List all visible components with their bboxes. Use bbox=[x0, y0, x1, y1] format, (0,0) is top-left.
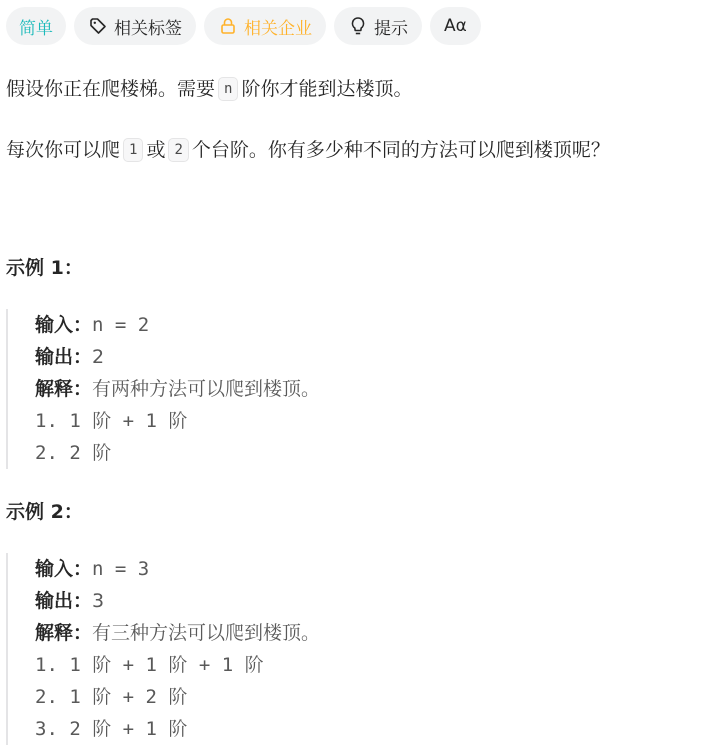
input-label: 输入： bbox=[35, 314, 93, 336]
inline-code: 2 bbox=[168, 138, 188, 162]
example-step: 2. 1 阶 + 2 阶 bbox=[35, 686, 188, 708]
explain-value: 有三种方法可以爬到楼顶。 bbox=[92, 622, 321, 644]
desc-text: 个台阶。你有多少种不同的方法可以爬到楼顶呢？ bbox=[191, 139, 610, 161]
example-1-block bbox=[6, 309, 320, 469]
desc-text: 或 bbox=[146, 139, 166, 161]
related-tags-button[interactable] bbox=[74, 7, 196, 45]
desc-text: 阶你才能到达楼顶。 bbox=[241, 78, 413, 100]
example-output bbox=[35, 585, 320, 617]
input-value: n = 2 bbox=[92, 314, 150, 336]
difficulty-label: 简单 bbox=[19, 18, 53, 39]
example-1-title: 示例 1： bbox=[6, 257, 83, 279]
example-step: 1. 1 阶 + 1 阶 bbox=[35, 410, 188, 432]
example-input bbox=[35, 553, 320, 585]
example-2-title: 示例 2： bbox=[6, 501, 83, 523]
tag-bar bbox=[6, 7, 481, 45]
lightbulb-icon bbox=[348, 16, 368, 36]
example-explanation bbox=[35, 373, 320, 405]
example-2-block bbox=[6, 553, 320, 745]
output-label: 输出： bbox=[35, 590, 93, 612]
output-value: 2 bbox=[92, 346, 105, 368]
translate-icon: Aα bbox=[444, 16, 467, 36]
hint-button[interactable] bbox=[334, 7, 422, 45]
desc-text: 假设你正在爬楼梯。需要 bbox=[6, 78, 216, 100]
explain-label: 解释： bbox=[35, 622, 93, 644]
example-step: 2. 2 阶 bbox=[35, 442, 112, 464]
output-value: 3 bbox=[92, 590, 105, 612]
hint-label: 提示 bbox=[374, 18, 408, 39]
related-tags-label: 相关标签 bbox=[114, 18, 182, 39]
description-paragraph-2 bbox=[6, 136, 610, 164]
difficulty-tag bbox=[6, 7, 66, 45]
inline-code: 1 bbox=[123, 138, 143, 162]
lock-icon bbox=[218, 16, 238, 36]
example-output bbox=[35, 341, 320, 373]
input-value: n = 3 bbox=[92, 558, 150, 580]
explain-value: 有两种方法可以爬到楼顶。 bbox=[92, 378, 321, 400]
input-label: 输入： bbox=[35, 558, 93, 580]
description-paragraph-1 bbox=[6, 75, 412, 103]
example-input bbox=[35, 309, 320, 341]
example-step: 3. 2 阶 + 1 阶 bbox=[35, 718, 188, 740]
output-label: 输出： bbox=[35, 346, 93, 368]
inline-code: n bbox=[218, 77, 238, 101]
example-explanation bbox=[35, 617, 320, 649]
translate-button[interactable] bbox=[430, 7, 481, 45]
desc-text: 每次你可以爬 bbox=[6, 139, 121, 161]
example-step: 1. 1 阶 + 1 阶 + 1 阶 bbox=[35, 654, 264, 676]
tag-icon bbox=[88, 16, 108, 36]
explain-label: 解释： bbox=[35, 378, 93, 400]
related-companies-button[interactable] bbox=[204, 7, 326, 45]
related-companies-label: 相关企业 bbox=[244, 18, 312, 39]
